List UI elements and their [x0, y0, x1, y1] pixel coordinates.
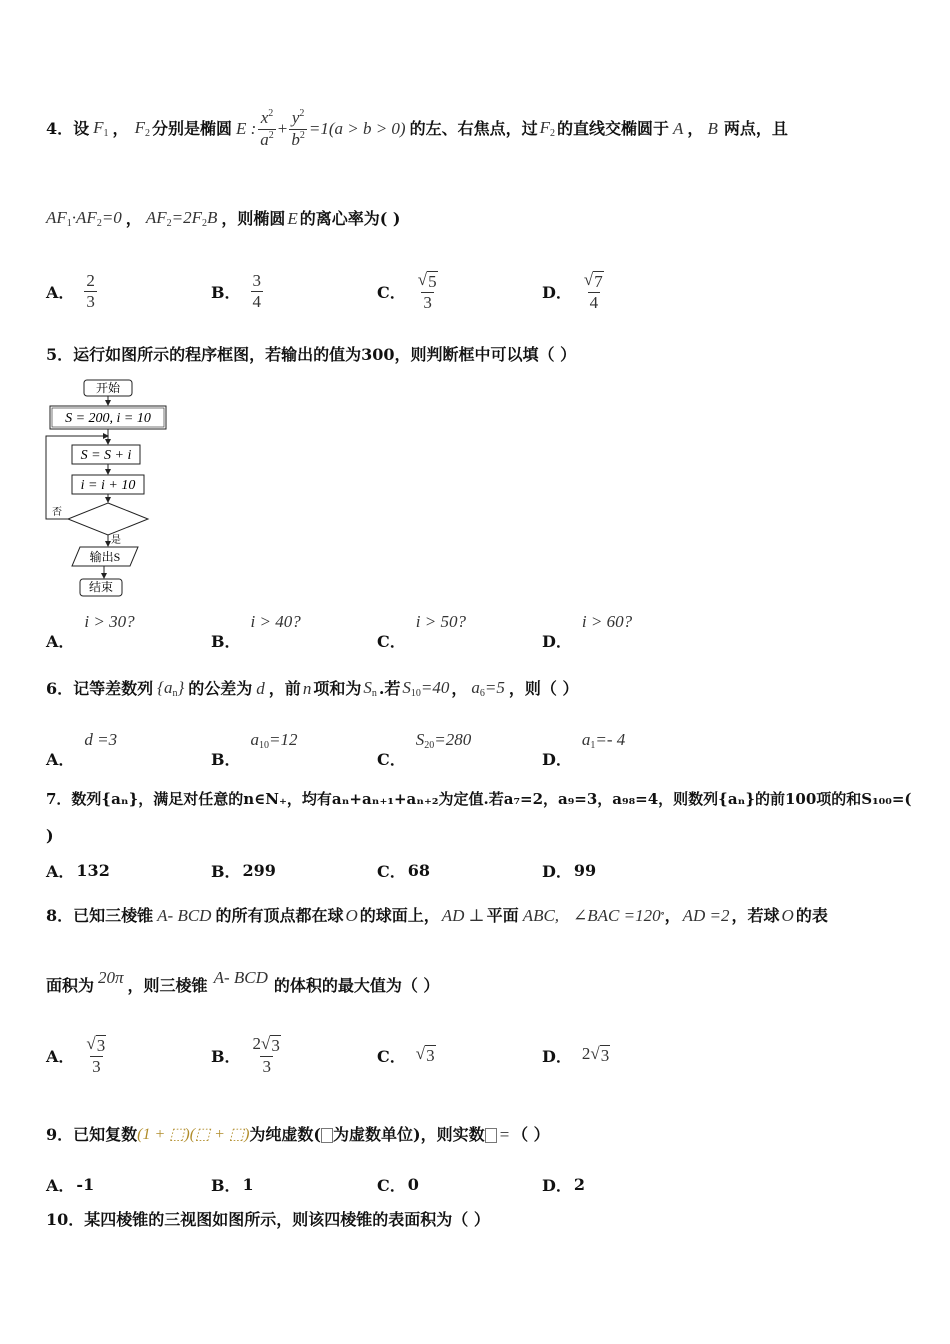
question-8-line-2: 面积为 20π ，则三棱锥 A- BCD 的体积的最大值为（ ）	[46, 968, 440, 996]
option-7c[interactable]: C． 68	[377, 860, 431, 881]
option-9b[interactable]: B． 1	[211, 1174, 254, 1195]
option-7b[interactable]: B． 299	[211, 860, 276, 881]
question-8-options	[46, 1030, 906, 1080]
svg-text:结束: 结束	[88, 580, 114, 594]
option-4b[interactable]: B． $\frac{3}{4}$	[211, 270, 262, 311]
question-4-line-1: 4． 设 $F_1$ ， $F_2$ 分别是椭圆 E : $\frac{x^2}{a^2}$ + $\frac{y^2}{b^2}$ =1(a > b > 0) 的左、右焦点，过 $F_2$ 的直线交椭圆于 A ， B 两点，且	[46, 108, 788, 149]
imaginary-unit-placeholder	[321, 1128, 333, 1143]
flow-no-label: 否	[52, 507, 62, 518]
point-a: A	[673, 118, 684, 138]
ellipse-equation: E : $\frac{x^2}{a^2}$ + $\frac{y^2}{b^2}$ =1(a > b > 0)	[235, 108, 406, 149]
question-8-line-1: 8． 已知三棱锥 A- BCD 的所有顶点都在球 O 的球面上， AD ⊥ 平面 ABC, ∠BAC =120 ° ， AD =2 ，若球 O 的表	[46, 905, 828, 926]
option-5b[interactable]: B． i > 40?	[211, 612, 301, 651]
flow-init	[50, 406, 166, 429]
f1-symbol: $F_1$	[93, 118, 109, 139]
svg-text:开始: 开始	[95, 381, 121, 395]
question-9-text: 9． 已知复数 (1 + ⬚)(⬚ + ⬚) 为纯虚数( 为虚数单位)，则实数 = （ ）	[46, 1124, 550, 1145]
svg-text:i = i + 10: i = i + 10	[80, 478, 136, 493]
ellipse-e: E	[287, 208, 298, 228]
f2-symbol: $F_2$	[134, 118, 150, 139]
flow-decision	[68, 503, 148, 535]
option-6a[interactable]: A． d =3	[46, 730, 118, 769]
question-5-options	[46, 612, 906, 652]
option-4a[interactable]: A． $\frac{2}{3}$	[46, 270, 95, 311]
option-8a[interactable]: A． √ 3 3	[46, 1033, 106, 1076]
option-8b[interactable]: B． 2 √ 3 3	[211, 1033, 280, 1076]
option-6c[interactable]: C． $S_{20}=280$	[377, 730, 472, 769]
real-number-placeholder	[485, 1128, 497, 1143]
condition-dot-product: $AF_1\cdot AF_2=0$	[46, 208, 122, 229]
svg-text:S = 200, i = 10: S = 200, i = 10	[65, 411, 151, 426]
f2-symbol-2: $F_2$	[539, 118, 556, 139]
question-7-options	[46, 852, 906, 888]
option-5a[interactable]: A． i > 30?	[46, 612, 135, 651]
flow-output	[72, 547, 138, 566]
condition-vector-ratio: $AF_2=2F_2B$	[145, 208, 218, 229]
complex-expression: (1 + ⬚)(⬚ + ⬚)	[137, 1126, 250, 1144]
option-9d[interactable]: D． 2	[542, 1174, 586, 1195]
option-8c[interactable]: C． √ 3	[377, 1044, 435, 1066]
condition-s10: $S_{10}=40$	[402, 678, 450, 699]
question-4-line-2: $AF_1\cdot AF_2=0$ ， $AF_2=2F_2B$ ，则椭圆 E 的离心率为( )	[46, 208, 401, 229]
option-7a[interactable]: A． 132	[46, 860, 110, 881]
option-4c[interactable]: C． √ 5 3	[377, 269, 437, 312]
option-9a[interactable]: A． -1	[46, 1174, 95, 1195]
option-4d[interactable]: D． √ 7 4	[542, 269, 603, 312]
flow-end	[80, 579, 122, 596]
flow-yes-label: 是	[111, 535, 121, 546]
option-8d[interactable]: D． 2 √ 3	[542, 1044, 610, 1066]
question-7-line-1: 7．数列{aₙ}，满足对任意的n∈N₊，均有aₙ+aₙ₊₁+aₙ₊₂为定值.若a₇=2，a₉=3，a₉₈=4，则数列{aₙ}的前100项的和S₁₀₀=(	[46, 790, 912, 808]
question-6-text: 6． 记等差数列 $\{a_n\}$ 的公差为 d ，前 n 项和为 $S_n$ .若 $S_{10}=40$ ， $a_6=5$ ，则（ ）	[46, 678, 579, 699]
question-7-line-2: )	[46, 826, 54, 845]
flow-step-increment	[72, 475, 144, 494]
option-9c[interactable]: C． 0	[377, 1174, 419, 1195]
condition-a6: $a_6=5$	[471, 678, 505, 699]
option-5c[interactable]: C． i > 50?	[377, 612, 466, 651]
question-5-text: 5．运行如图所示的程序框图，若输出的值为300，则判断框中可以填（ ）	[46, 345, 577, 364]
sequence-an: $\{a_n\}$	[157, 678, 185, 699]
question-9-options	[46, 1166, 906, 1202]
svg-text:输出S: 输出S	[89, 550, 121, 564]
question-6-options	[46, 730, 906, 770]
flow-start	[84, 380, 132, 396]
flow-step-sum	[72, 445, 140, 464]
svg-text:S = S + i: S = S + i	[80, 448, 132, 463]
option-6b[interactable]: B． $a_{10}=12$	[211, 730, 298, 769]
option-7d[interactable]: D． 99	[542, 860, 597, 881]
option-5d[interactable]: D． i > 60?	[542, 612, 633, 651]
question-10-text: 10．某四棱锥的三视图如图所示，则该四棱锥的表面积为（ ）	[46, 1210, 490, 1229]
option-6d[interactable]: D． $a_1=-$ 4	[542, 730, 626, 769]
point-b: B	[707, 118, 718, 138]
program-flowchart	[44, 376, 174, 601]
question-4-options	[46, 268, 906, 314]
